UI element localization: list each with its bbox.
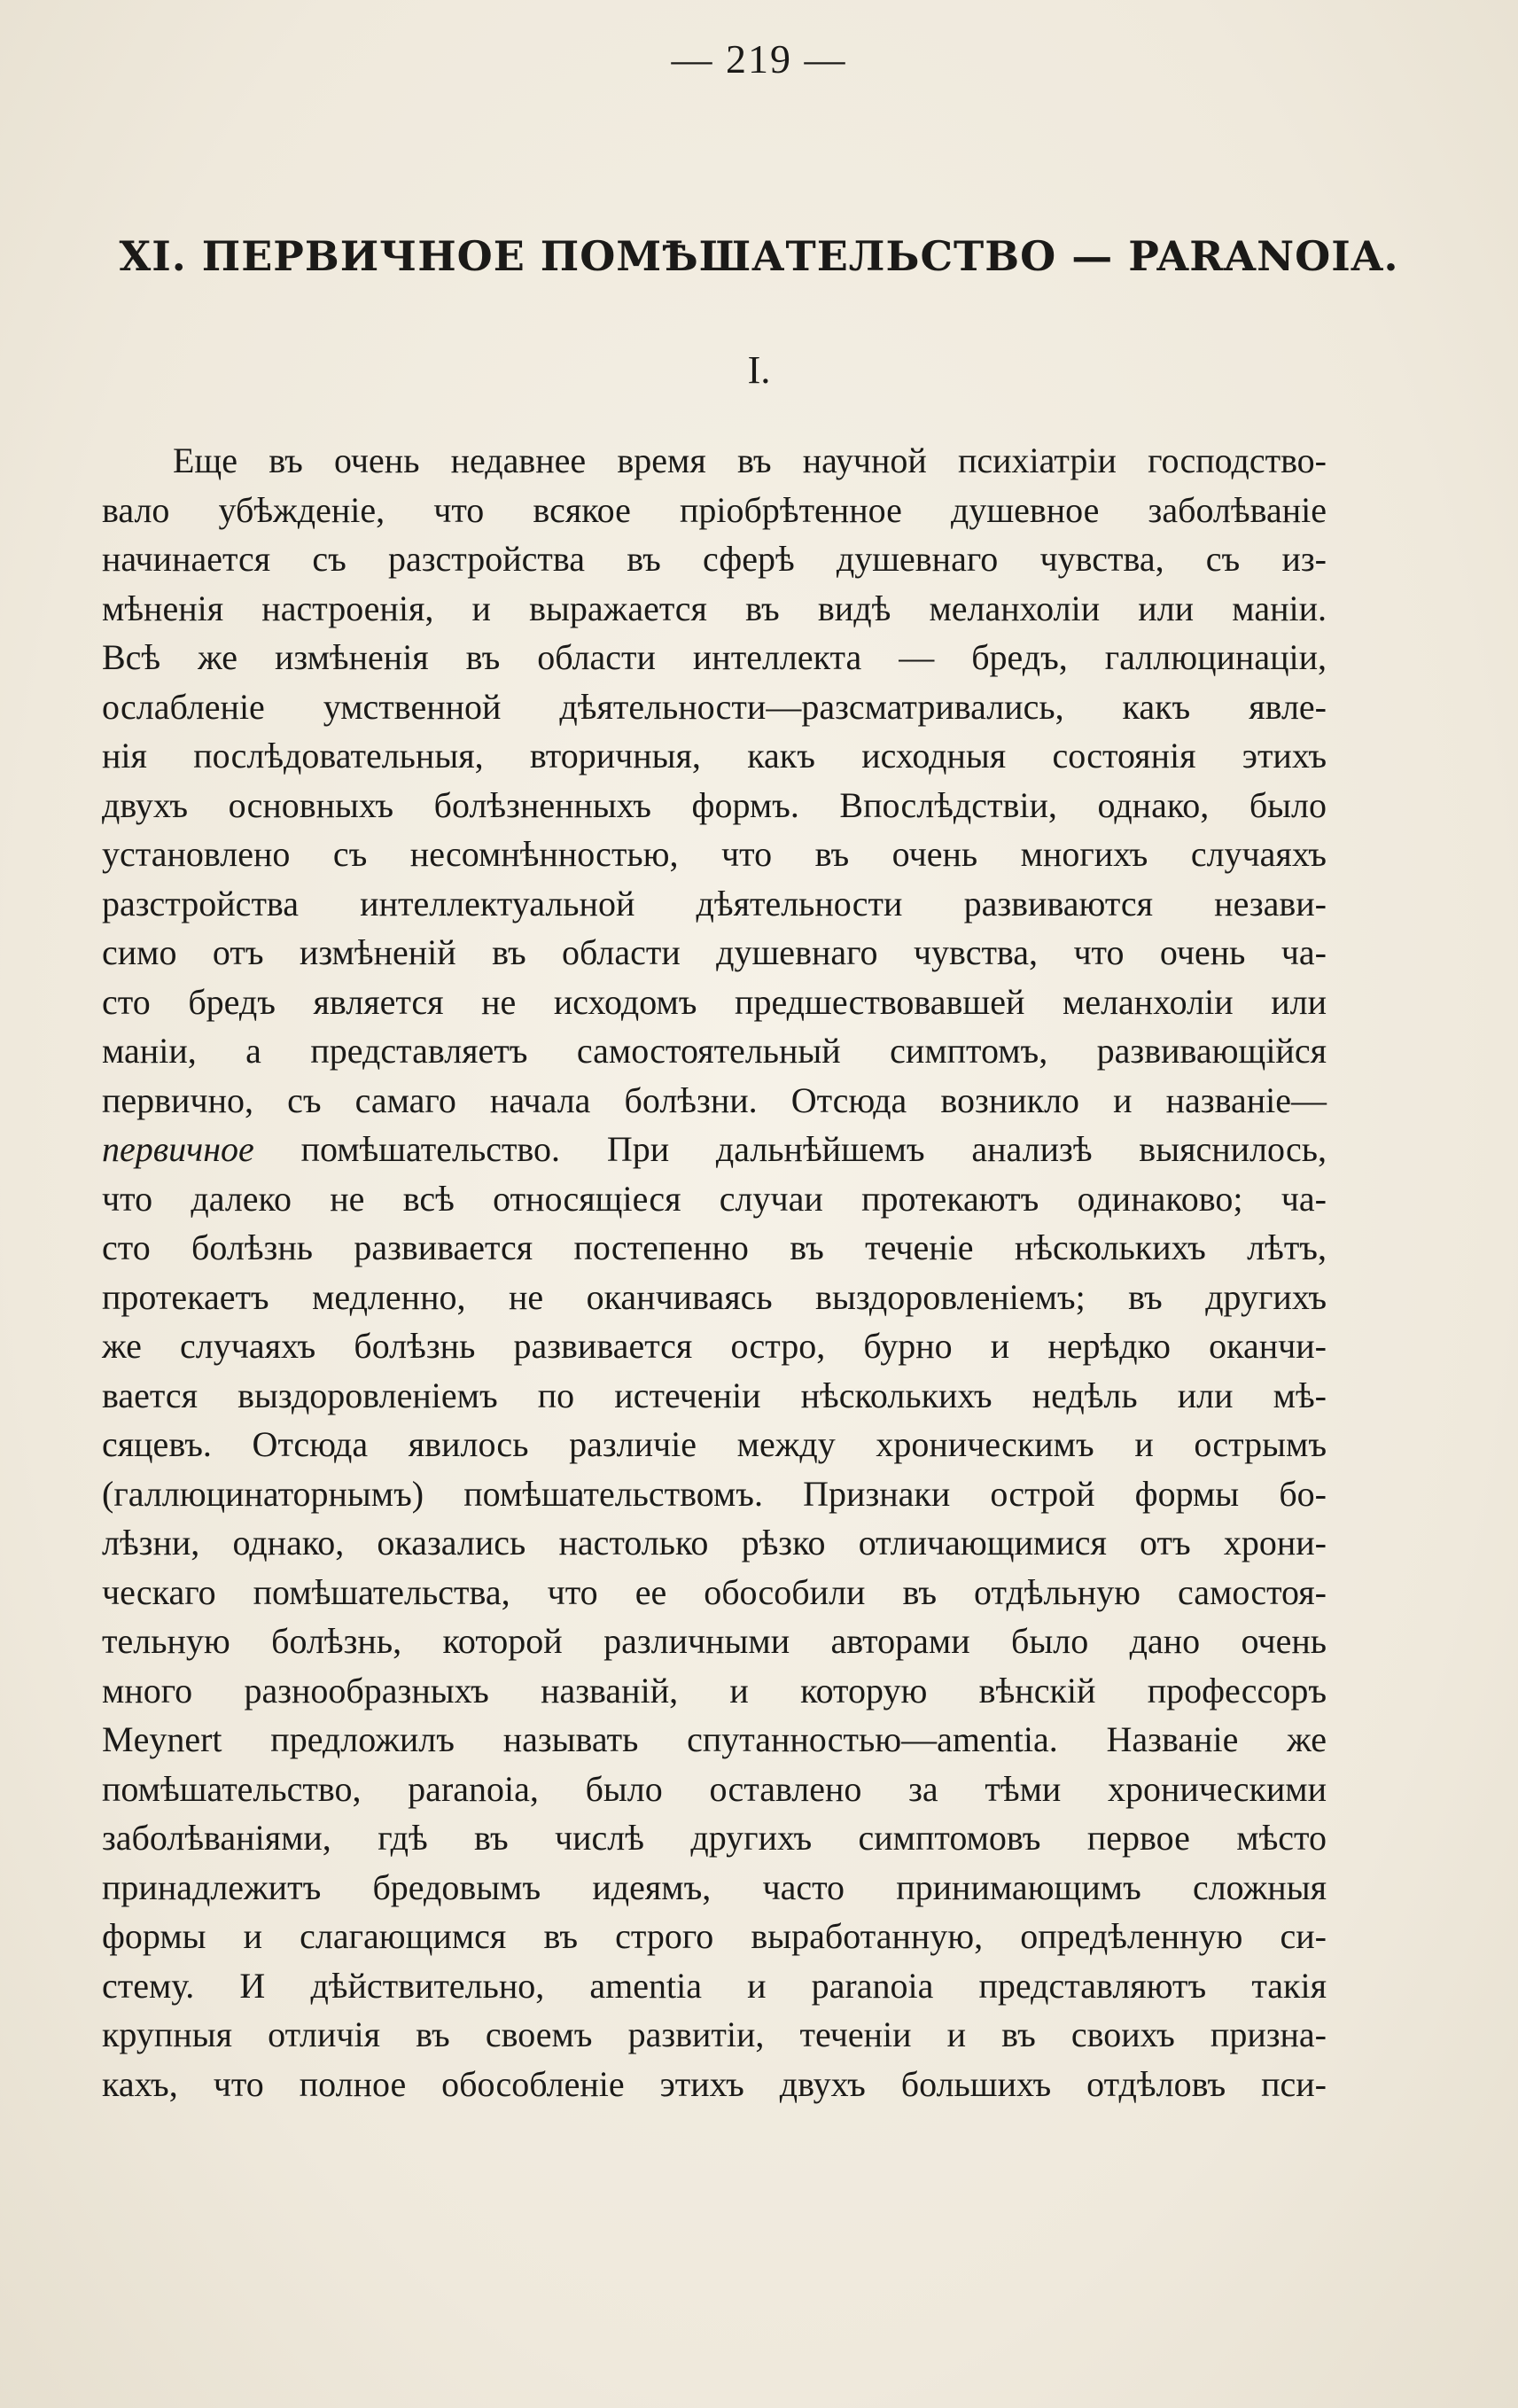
line-text: первично, съ самаго начала болѣзни. Отсюда возникло и названіе—	[102, 1079, 1327, 1120]
text-line	[102, 1469, 1327, 1519]
line-text: формы и слагающимся въ строго выработанную, опредѣленную си-	[102, 1916, 1327, 1956]
line-text: Meynert предложилъ называть спутанностью—amentia. Названіе же	[102, 1719, 1327, 1759]
line-text: вается выздоровленіемъ по истеченіи нѣсколькихъ недѣль или мѣ-	[102, 1375, 1327, 1415]
line-text: ослабленіе умственной дѣятельности—разсматривались, какъ явле-	[102, 686, 1327, 727]
text-line	[102, 781, 1327, 830]
line-text: принадлежитъ бредовымъ идеямъ, часто принимающимъ сложныя	[102, 1866, 1327, 1907]
line-text: много разнообразныхъ названій, и которую вѣнскій профессоръ	[102, 1670, 1327, 1711]
line-text: двухъ основныхъ болѣзненныхъ формъ. Впослѣдствіи, однако, было	[102, 784, 1327, 825]
text-line	[102, 2060, 1327, 2109]
page-number: — 219 —	[671, 36, 847, 82]
text-line	[102, 978, 1327, 1027]
line-text: симо отъ измѣненій въ области душевнаго чувства, что очень ча-	[102, 932, 1327, 972]
emphasis-text: первичное	[102, 1129, 254, 1169]
line-text: заболѣваніями, гдѣ въ числѣ другихъ симптомовъ первое мѣсто	[102, 1818, 1327, 1858]
text-line	[102, 830, 1327, 879]
line-text: стему. И дѣйствительно, amentia и paranoia представляютъ такія	[102, 1965, 1327, 2006]
line-text: помѣшательство. При дальнѣйшемъ анализѣ выяснилось,	[253, 1129, 1327, 1169]
line-text: установлено съ несомнѣнностью, что въ очень многихъ случаяхъ	[102, 834, 1327, 874]
line-text: кахъ, что полное обособленіе этихъ двухъ большихъ отдѣловъ пси-	[102, 2063, 1327, 2104]
line-text: начинается съ разстройства въ сферѣ душевнаго чувства, съ из-	[102, 539, 1327, 579]
line-text: Всѣ же измѣненія въ области интеллекта — бредъ, галлюцинаціи,	[102, 637, 1327, 677]
line-text: Еще въ очень недавнее время въ научной психіатріи господство-	[173, 440, 1327, 480]
text-line	[102, 534, 1327, 584]
text-line	[102, 928, 1327, 978]
line-text: лѣзни, однако, оказались настолько рѣзко отличающимися отъ хрони-	[102, 1523, 1327, 1562]
line-text: разстройства интеллектуальной дѣятельности развиваются незави-	[102, 883, 1327, 923]
text-line	[102, 1518, 1327, 1568]
line-text: маніи, а представляетъ самостоятельный симптомъ, развивающійся	[102, 1031, 1327, 1071]
text-line	[102, 584, 1327, 634]
line-text: что далеко не всѣ относящіеся случаи протекаютъ одинаково; ча-	[102, 1178, 1327, 1219]
text-line	[102, 1568, 1327, 1617]
text-line	[102, 436, 1327, 486]
text-line	[102, 1174, 1327, 1224]
line-text: протекаетъ медленно, не оканчиваясь выздоровленіемъ; въ другихъ	[102, 1276, 1327, 1317]
line-text: помѣшательство, paranoia, было оставлено за тѣми хроническими	[102, 1768, 1327, 1809]
line-text: мѣненія настроенія, и выражается въ видѣ меланхоліи или маніи.	[102, 588, 1327, 628]
text-line	[102, 1912, 1327, 1961]
line-text: нія послѣдовательныя, вторичныя, какъ исходныя состоянія этихъ	[102, 736, 1327, 775]
line-text: сяцевъ. Отсюда явилось различіе между хроническимъ и острымъ	[102, 1424, 1327, 1464]
text-line	[102, 1961, 1327, 2011]
text-line	[102, 1813, 1327, 1863]
text-line	[102, 1371, 1327, 1421]
text-line	[102, 2010, 1327, 2060]
text-line	[102, 879, 1327, 929]
line-text: (галлюцинаторнымъ) помѣшательствомъ. Признаки острой формы бо-	[102, 1473, 1327, 1514]
line-text: сто бредъ является не исходомъ предшествовавшей меланхоліи или	[102, 981, 1327, 1022]
body-text	[102, 436, 1327, 2108]
chapter-title: XI. ПЕРВИЧНОЕ ПОМѢШАТЕЛЬСТВО — PARANOIA.	[119, 232, 1399, 280]
section-number: I.	[747, 348, 771, 392]
text-line	[102, 633, 1327, 682]
text-line	[102, 1273, 1327, 1322]
text-line	[102, 1223, 1327, 1273]
text-line	[102, 1617, 1327, 1666]
line-text: сто болѣзнь развивается постепенно въ теченіе нѣсколькихъ лѣтъ,	[102, 1227, 1327, 1267]
line-text: ческаго помѣшательства, что ее обособили въ отдѣльную самостоя-	[102, 1571, 1327, 1612]
line-text: крупныя отличія въ своемъ развитіи, теченіи и въ своихъ призна-	[102, 2014, 1327, 2054]
text-line	[102, 486, 1327, 535]
text-line	[102, 682, 1327, 732]
text-line	[102, 1666, 1327, 1716]
text-line	[102, 1420, 1327, 1469]
line-text: тельную болѣзнь, которой различными авторами было дано очень	[102, 1621, 1327, 1661]
text-line	[102, 1715, 1327, 1765]
text-line	[102, 1026, 1327, 1076]
text-line	[102, 1765, 1327, 1814]
text-line	[102, 1076, 1327, 1126]
text-line	[102, 1863, 1327, 1913]
text-line	[102, 1125, 1327, 1174]
line-text: же случаяхъ болѣзнь развивается остро, бурно и нерѣдко оканчи-	[102, 1326, 1327, 1366]
text-line	[102, 1321, 1327, 1371]
line-text: вало убѣжденіе, что всякое пріобрѣтенное душевное заболѣваніе	[102, 489, 1327, 530]
text-line	[102, 731, 1327, 781]
